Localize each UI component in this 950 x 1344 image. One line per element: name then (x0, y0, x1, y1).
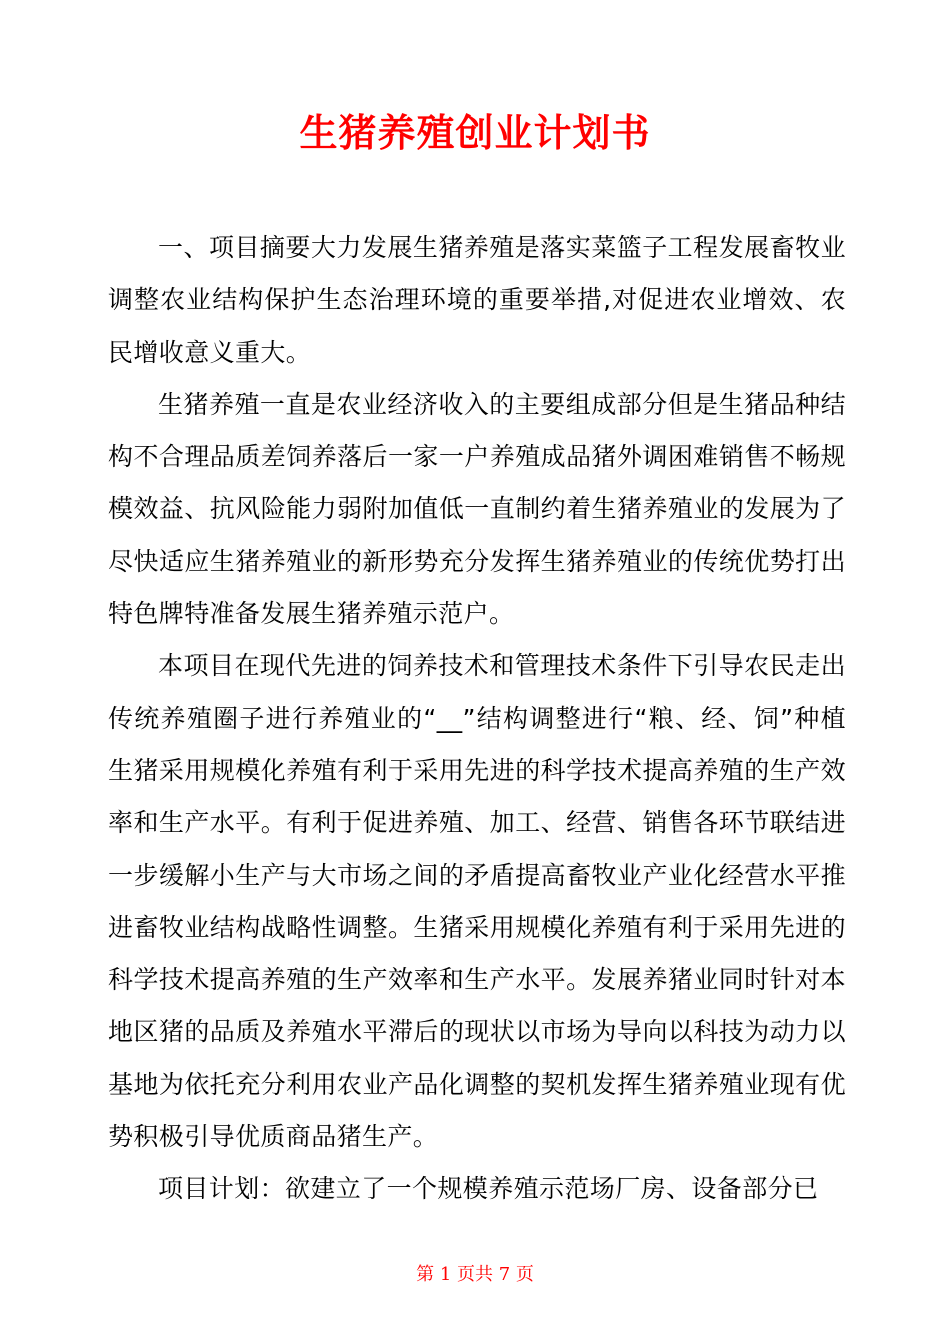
paragraph-project-plan: 项目计划：欲建立了一个规模养殖示范场厂房、设备部分已 (158, 1174, 819, 1204)
document-body (108, 222, 846, 1216)
page-title: 生猪养殖创业计划书 (299, 111, 651, 155)
paragraph-project-description: 本项目在现代先进的饲养技术和管理技术条件下引导农民走出传统养殖圈子进行养殖业的“__”结构调整进行“粮、经、饲”种植生猪采用规模化养殖有利于采用先进的科学技术提高养殖的生产效率和生产水平。有利于促进养殖、加工、经营、销售各环节联结进一步缓解小生产与大市场之间的矛盾提高畜牧业产业化经营水平推进畜牧业结构战略性调整。生猪采用规模化养殖有利于采用先进的科学技术提高养殖的生产效率和生产水平。发展养猪业同时针对本地区猪的品质及养殖水平滞后的现状以市场为导向以科技为动力以基地为依托充分利用农业产品化调整的契机发挥生猪养殖业现有优势积极引导优质商品猪生产。 (108, 651, 846, 1152)
paragraph-project-summary: 一、项目摘要大力发展生猪养殖是落实菜篮子工程发展畜牧业调整农业结构保护生态治理环境的重要举措,对促进农业增效、农民增收意义重大。 (108, 233, 846, 367)
page-number-footer: 第 1 页共 7 页 (416, 1264, 534, 1285)
paragraph-industry-background: 生猪养殖一直是农业经济收入的主要组成部分但是生猪品种结构不合理品质差饲养落后一家一户养殖成品猪外调困难销售不畅规模效益、抗风险能力弱附加值低一直制约着生猪养殖业的发展为了尽快适应生猪养殖业的新形势充分发挥生猪养殖业的传统优势打出特色牌特准备发展生猪养殖示范户。 (108, 389, 846, 629)
